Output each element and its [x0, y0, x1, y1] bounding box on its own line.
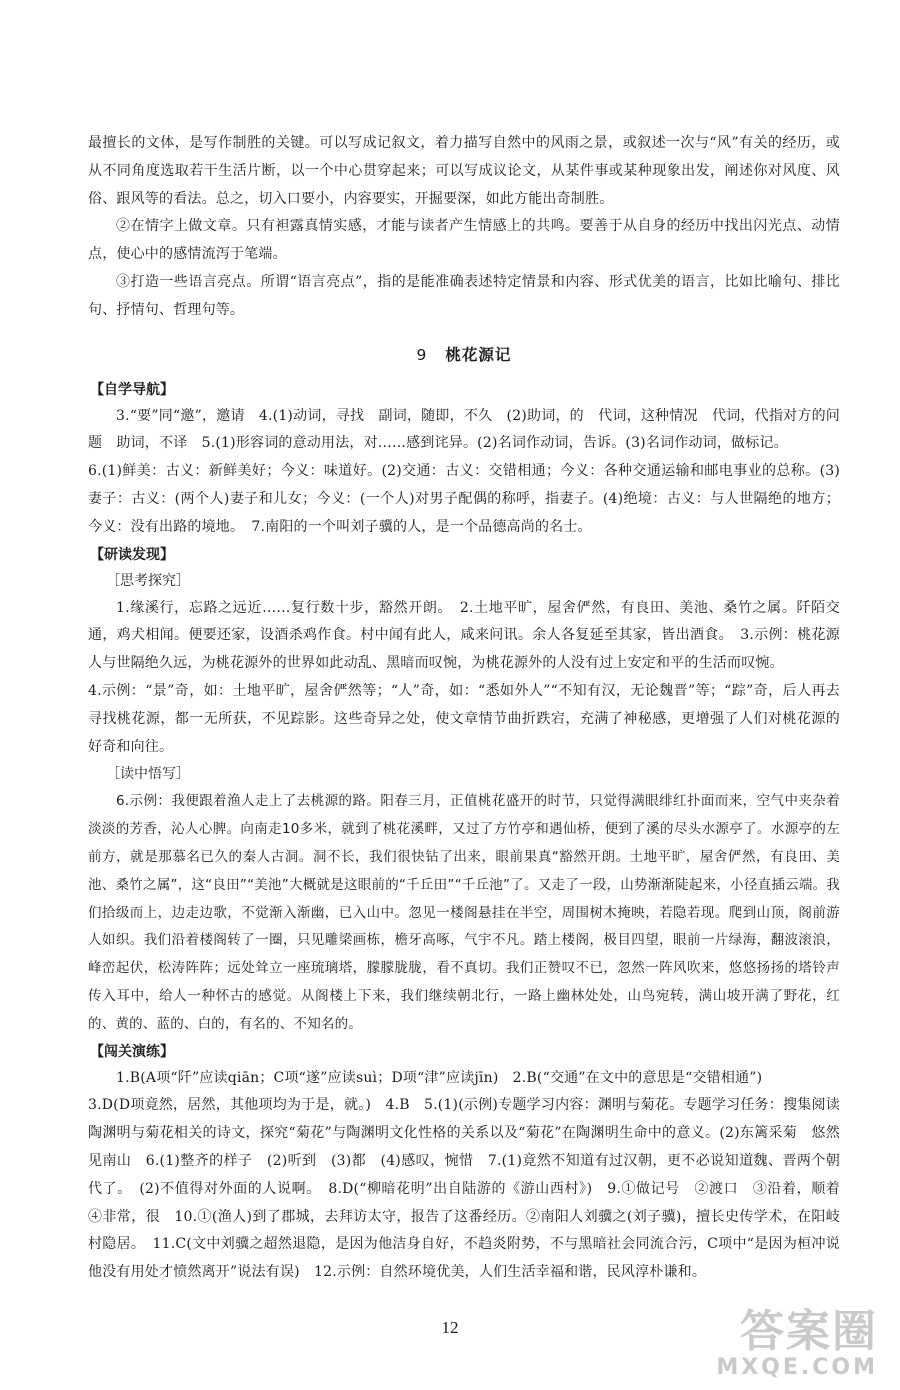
lesson-title: [88, 343, 840, 365]
intro-paragraph-1: 最擅长的文体，是写作制胜的关键。可以写成记叙文，着力描写自然中的风雨之景，或叙述一次与“风”有关的经历，或从不同角度选取若干生活片断，以一个中心贯穿起来；可以写成议论文，从某件事或某种现象出发，阐述你对风度、风俗、跟风等的看法。总之，切入口要小，内容要实，开掘要深，如此方能出奇制胜。: [88, 135, 840, 207]
self-study-paragraph-1: 3.“要”同“邀”，邀请 4.(1)动词，寻找 副词，随即，不久 (2)助词，的 代词，这种情况 代词，代指对方的问题 助词，不译 5.(1)形容词的意动用法，对……感到诧异。(2)名词作动词，告诉。(3)名词作动词，做标记。: [88, 407, 840, 452]
page-body: [88, 130, 855, 1287]
practice-paragraph-1: 1.B(A项“阡”应读qiān；C项“遂”应读suì；D项“津”应读jīn) 2.B(“交通”在文中的意思是“交错相通”): [116, 1069, 763, 1086]
watermark-url: MXQE.COM: [716, 1355, 878, 1380]
lesson-number: 9: [416, 345, 428, 364]
watermark-logo: 答案圈: [740, 1306, 878, 1357]
lesson-name: 桃花源记: [445, 345, 512, 364]
watermark: [716, 1306, 878, 1380]
research-paragraph-1: 1.缘溪行，忘路之远近……复行数十步，豁然开朗。 2.土地平旷，屋舍俨然，有良田、美池、桑竹之属。阡陌交通，鸡犬相闻。便要还家，设酒杀鸡作食。村中闻有此人，咸来问讯。余人各复延至其家，皆出酒食。 3.示例：桃花源人与世隔绝久远，为桃花源外的世界如此动乱、黑暗而叹惋，为桃花源外的人没有过上安定和平的生活而叹惋。: [88, 599, 840, 672]
practice-paragraph-2: 3.D(D项竟然，居然，其他项均为于是，就。) 4.B 5.(1)(示例)专题学习内容：渊明与菊花。专题学习任务：搜集阅读陶渊明与菊花相关的诗文，探究“菊花”与陶渊明文化性格的关系以及“菊花”在陶渊明生命中的意义。(2)东篱采菊 悠然见南山 6.(1)整齐的样子 (2)听到 (3)都 (4)感叹，惋惜 7.(1)竟然不知道有过汉朝，更不必说知道魏、晋两个朝代了。 (2)不值得对外面的人说啊。 8.D(“柳暗花明”出自陆游的《游山西村》) 9.①做记号 ②渡口 ③沿着，顺着 ④非常，很 10.①(渔人)到了郡城，去拜访太守，报告了这番经历。②南阳人刘骥之(刘子骥)，擅长史传学术，在阳岐村隐居。 11.C(文中刘骥之超然退隐，是因为他洁身自好，不趋炎附势，不与黑暗社会同流合污，C项中“是因为桓冲说他没有用处才愤然离开”说法有误) 12.示例：自然环境优美，人们生活幸福和谐，民风淳朴谦和。: [88, 1097, 855, 1281]
research-paragraph-3: 6.示例：我便跟着渔人走上了去桃源的路。阳春三月，正值桃花盛开的时节，只觉得满眼绯红扑面而来，空气中夹杂着淡淡的芳香，沁人心脾。向南走10多米，就到了桃花溪畔，又过了方竹亭和遇仙桥，便到了溪的尽头水源亭了。水源亭的左前方，就是那慕名已久的秦人古洞。洞不长，我们很快钻了出来，眼前果真“豁然开朗。土地平旷，屋舍俨然，有良田、美池、桑竹之属”，这“良田”“美池”大概就是这眼前的“千丘田”“千丘池”了。又走了一段，山势渐渐陡起来，小径直插云端。我们拾级而上，边走边歌，不觉渐入渐幽，已入山中。忽见一楼阁悬挂在半空，周围树木掩映，若隐若现。爬到山顶，阁前游人如织。我们沿着楼阁转了一圈，只见雕梁画栋，檐牙高啄，气宇不凡。踏上楼阁，极目四望，眼前一片绿海，翻波滚浪，峰峦起伏，松涛阵阵；远处耸立一座琉璃塔，朦朦胧胧，看不真切。我们正赞叹不已，忽然一阵风吹来，悠悠扬扬的塔铃声传入耳中，给人一种怀古的感觉。从阁楼上下来，我们继续朝北行，一路上幽林处处，山鸟宛转，满山坡开满了野花，红的、黄的、蓝的、白的，有名的、不知名的。: [88, 793, 840, 1032]
self-study-heading: 【自学导航】: [90, 381, 174, 398]
think-explore-label: ［思考探究］: [106, 572, 190, 589]
self-study-paragraph-2: 6.(1)鲜美：古义：新鲜美好；今义：味道好。(2)交通：古义：交错相通；今义：各种交通运输和邮电事业的总称。(3)妻子：古义：(两个人)妻子和儿女；今义：(一个人)对男子配偶的称呼，指妻子。(4)绝境：古义：与人世隔绝的地方；今义：没有出路的境地。 7.南阳的一个叫刘子骥的人，是一个品德高尚的名士。: [88, 463, 840, 535]
intro-paragraph-3: ③打造一些语言亮点。所谓“语言亮点”，指的是能准确表述特定情景和内容、形式优美的语言，比如比喻句、排比句、抒情句、哲理句等。: [88, 273, 840, 318]
practice-heading: 【闯关演练】: [90, 1043, 174, 1060]
intro-paragraph-2: ②在情字上做文章。只有袒露真情实感，才能与读者产生情感上的共鸣。要善于从自身的经历中找出闪光点、动情点，使心中的感情流泻于笔端。: [88, 218, 840, 263]
research-heading: 【研读发现】: [90, 546, 174, 563]
read-write-label: ［读中悟写］: [106, 766, 190, 783]
page-number: 12: [441, 1318, 459, 1337]
research-paragraph-2: 4.示例：“景”奇，如：土地平旷，屋舍俨然等；“人”奇，如：“悉如外人”“不知有汉，无论魏晋”等；“踪”奇，后人再去寻找桃花源，都一无所获，不见踪影。这些奇异之处，使文章情节曲折跌宕，充满了神秘感，更增强了人们对桃花源的好奇和向往。: [88, 682, 840, 755]
reading-block: [88, 788, 840, 1038]
